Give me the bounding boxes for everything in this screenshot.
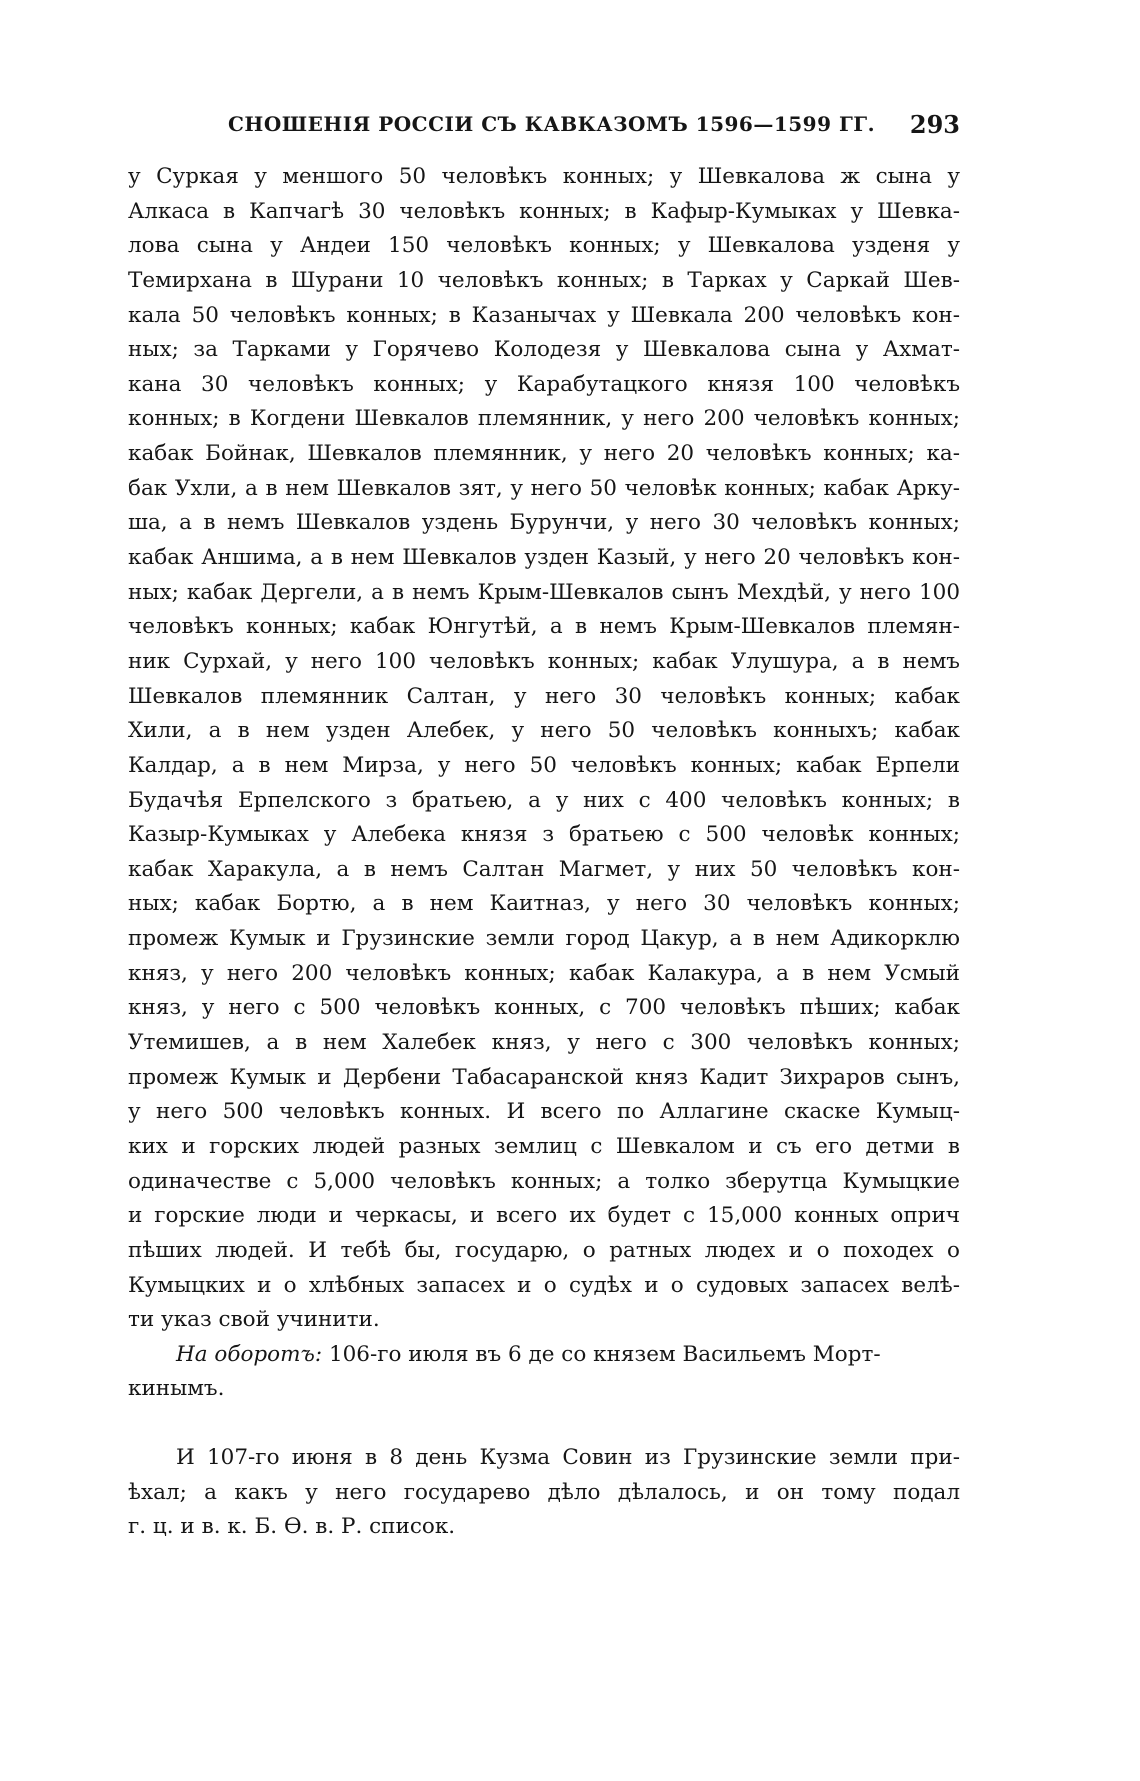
text-line: одиначестве с 5,000 человѣкъ конных; а толко зберутца Кумыцкие bbox=[128, 1168, 960, 1194]
text-line: у него 500 человѣкъ конных. И всего по Аллагине скаске Кумыц- bbox=[128, 1099, 960, 1125]
text-line: ѣхал; а какъ у него государево дѣло дѣлалось, и он тому подал bbox=[128, 1479, 960, 1505]
text-line: кала 50 человѣкъ конных; в Казанычах у Шевкала 200 человѣкъ кон- bbox=[128, 302, 960, 328]
text-line: кабак Аншима, а в нем Шевкалов узден Казый, у него 20 человѣкъ кон- bbox=[128, 545, 960, 571]
text-line: Алкаса в Капчагѣ 30 человѣкъ конных; в Кафыр-Кумыках у Шевка- bbox=[128, 198, 960, 224]
paragraph-1 bbox=[128, 160, 960, 1338]
text-line: ких и горских людей разных землиц с Шевкалом и съ его детми в bbox=[128, 1133, 960, 1159]
text-line: г. ц. и в. к. Б. Ѳ. в. Р. список. bbox=[128, 1514, 456, 1540]
text-line: И 107-го июня в 8 день Кузма Совин из Грузинские земли при- bbox=[176, 1445, 960, 1471]
text-line: промеж Кумык и Дербени Табасаранской княз Кадит Зихраров сынъ, bbox=[128, 1064, 960, 1090]
page-number: 293 bbox=[909, 110, 960, 139]
text-line: Темирхана в Шурани 10 человѣкъ конных; в Тарках у Саркай Шев- bbox=[128, 267, 960, 293]
paragraph-2 bbox=[128, 1441, 960, 1545]
text-line: лова сына у Андеи 150 человѣкъ конных; у Шевкалова узденя у bbox=[128, 233, 960, 259]
text-line: пѣших людей. И тебѣ бы, государю, о ратных людех и о походех о bbox=[128, 1237, 960, 1263]
text-line: Будачѣя Ерпелского з братьею, а у них с 400 человѣкъ конных; в bbox=[128, 787, 960, 813]
text-line: кабак Бойнак, Шевкалов племянник, у него 20 человѣкъ конных; ка- bbox=[128, 441, 960, 467]
text-line: ных; кабак Бортю, а в нем Каитназ, у него 30 человѣкъ конных; bbox=[128, 891, 960, 917]
text-line: Кумыцких и о хлѣбных запасех и о судѣх и о судовых запасех велѣ- bbox=[128, 1272, 960, 1298]
text-line: Калдар, а в нем Мирза, у него 50 человѣкъ конных; кабак Ерпели bbox=[128, 752, 960, 778]
text-line: Утемишев, а в нем Халебек княз, у него с 300 человѣкъ конных; bbox=[128, 1030, 960, 1056]
text-line: бак Ухли, а в нем Шевкалов зят, у него 50 человѣк конных; кабак Арку- bbox=[128, 475, 960, 501]
text-line: ных; за Тарками у Горячево Колодезя у Шевкалова сына у Ахмат- bbox=[128, 337, 960, 363]
text-line: промеж Кумык и Грузинские земли город Цакур, а в нем Адикорклю bbox=[128, 926, 960, 952]
page-header bbox=[128, 108, 960, 148]
endorsement-line bbox=[128, 1338, 960, 1373]
text-line: ша, а в немъ Шевкалов уздень Бурунчи, у него 30 человѣкъ конных; bbox=[128, 510, 960, 536]
text-line: ных; кабак Дергели, а в немъ Крым-Шевкалов сынъ Мехдѣй, у него 100 bbox=[128, 579, 960, 605]
endorsement-continuation: кинымъ. bbox=[128, 1376, 225, 1402]
paragraph-gap bbox=[128, 1407, 960, 1441]
text-line: Казыр-Кумыках у Алебека князя з братьею с 500 человѣк конных; bbox=[128, 822, 960, 848]
text-line: Хили, а в нем узден Алебек, у него 50 человѣкъ конныхъ; кабак bbox=[128, 718, 960, 744]
text-line: княз, у него 200 человѣкъ конных; кабак Калакура, а в нем Усмый bbox=[128, 960, 960, 986]
endorsement-label: На оборотъ: bbox=[176, 1341, 323, 1367]
text-line: ник Сурхай, у него 100 человѣкъ конных; кабак Улушура, а в немъ bbox=[128, 648, 960, 674]
text-line: княз, у него с 500 человѣкъ конных, с 700 человѣкъ пѣших; кабак bbox=[128, 995, 960, 1021]
running-title: СНОШЕНІЯ РОССІИ СЪ КАВКАЗОМЪ 1596—1599 ГГ. bbox=[228, 112, 876, 136]
text-line: Шевкалов племянник Салтан, у него 30 человѣкъ конных; кабак bbox=[128, 683, 960, 709]
body-text bbox=[128, 160, 960, 1545]
text-line: человѣкъ конных; кабак Юнгутѣй, а в немъ Крым-Шевкалов племян- bbox=[128, 614, 960, 640]
text-line: кана 30 человѣкъ конных; у Карабутацкого князя 100 человѣкъ bbox=[128, 371, 960, 397]
text-line: кабак Харакула, а в немъ Салтан Магмет, у них 50 человѣкъ кон- bbox=[128, 856, 960, 882]
text-line: и горские люди и черкасы, и всего их будет с 15,000 конных оприч bbox=[128, 1203, 960, 1229]
endorsement-text: 106-го июля въ 6 де со князем Васильемъ Морт- bbox=[328, 1341, 881, 1367]
text-line: ти указ свой учинити. bbox=[128, 1307, 380, 1333]
text-line: конных; в Когдени Шевкалов племянник, у него 200 человѣкъ конных; bbox=[128, 406, 960, 432]
text-line: у Суркая у меншого 50 человѣкъ конных; у Шевкалова ж сына у bbox=[128, 164, 960, 189]
